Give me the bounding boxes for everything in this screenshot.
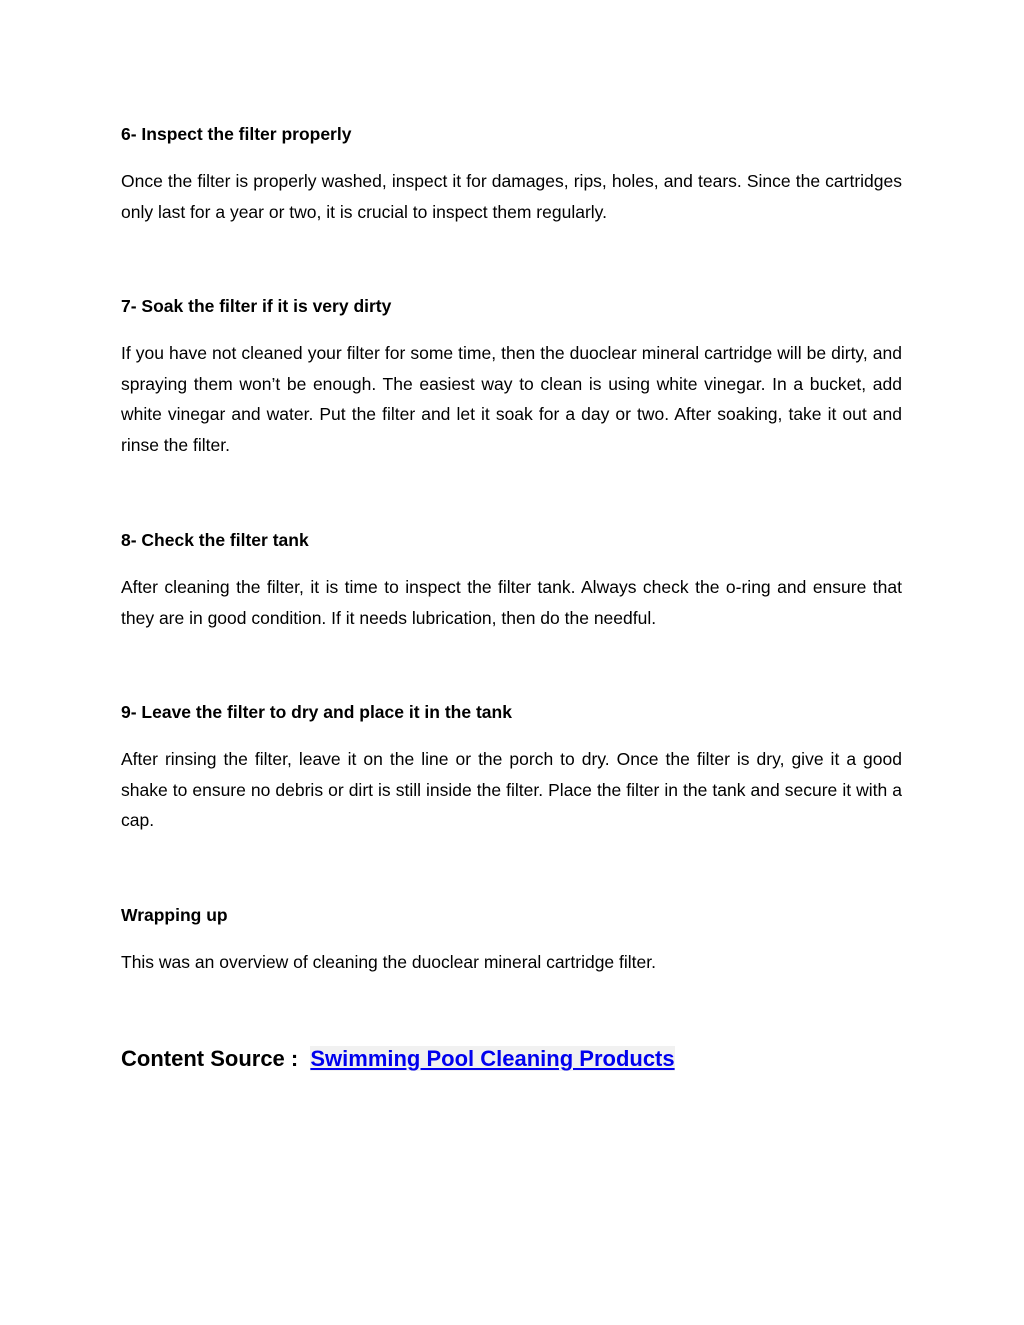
section-heading-8: 8- Check the filter tank	[121, 530, 309, 550]
wrapping-up-body: This was an overview of cleaning the duoclear mineral cartridge filter.	[121, 952, 656, 972]
section-heading-7: 7- Soak the filter if it is very dirty	[121, 296, 392, 316]
section-heading-9: 9- Leave the filter to dry and place it in the tank	[121, 702, 512, 722]
content-source-label: Content Source :	[121, 1046, 299, 1071]
wrapping-up-heading: Wrapping up	[121, 905, 228, 925]
section-body-6: Once the filter is properly washed, inspect it for damages, rips, holes, and tears. Since the cartridges only last for a year or two, it is crucial to inspect them regularly.	[121, 171, 902, 222]
content-source	[121, 1044, 675, 1074]
section-body-9: After rinsing the filter, leave it on the line or the porch to dry. Once the filter is dry, give it a good shake to ensure no debris or dirt is still inside the filter. Place the filter in the tank and secure it with a cap.	[121, 749, 902, 831]
section-body-7: If you have not cleaned your filter for some time, then the duoclear mineral cartridge will be dirty, and spraying them won’t be enough. The easiest way to clean is using white vinegar. In a bucket, add white vinegar and water. Put the filter and let it soak for a day or two. After soaking, take it out and rinse the filter.	[121, 343, 902, 455]
content-source-link[interactable]: Swimming Pool Cleaning Products	[310, 1046, 675, 1071]
section-heading-6: 6- Inspect the filter properly	[121, 124, 352, 144]
section-body-8: After cleaning the filter, it is time to inspect the filter tank. Always check the o-ring and ensure that they are in good condition. If it needs lubrication, then do the needful.	[121, 577, 902, 628]
